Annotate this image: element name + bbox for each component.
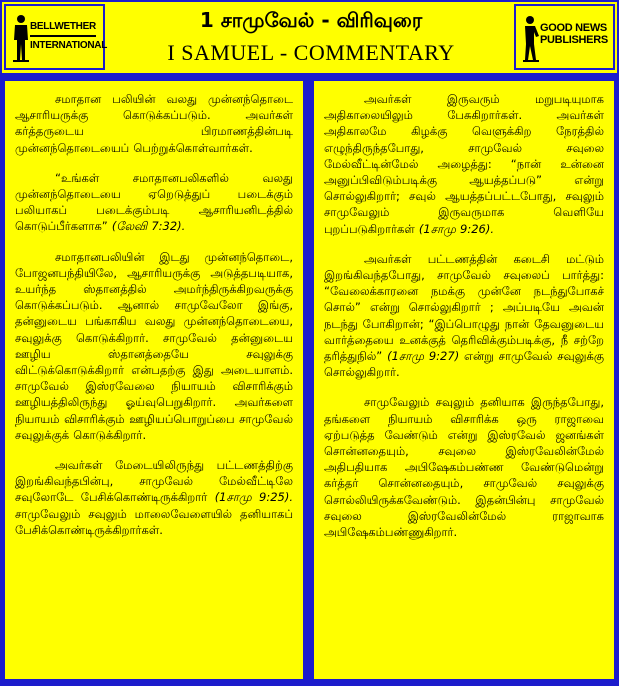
paragraph: சமாதானபலியின் இடது முன்னந்தொடை, போஜனபந்தியிலே, ஆசாரியருக்கு அடுத்தபடியாக, உயர்ந்த ஸ்தானத்தில் அமர்ந்திருக்கிறவருக்கு கொடுக்கப்படும். ஆனால் சாமுவேலோ இங்கு, தன்னுடைய பங்காகிய வலது முன்னந்தொடையை, சவுலுக்கு கொடுக்கிறார். சாமுவேல் தன்னுடைய ஊழிய ஸ்தானத்தையே சவுலுக்கு விட்டுக்கொடுக்கிறார் என்பதற்கு இது அடையாளம். சாமுவேல் இஸ்ரவேலை நியாயம் விசாரிக்கும் ஊழியத்திலிருந்து ஓய்வுபெறுகிறார். அவர்களை நியாயம் விசாரிக்கும் ஊழியப்பொறுப்பை சாமுவேல் சவுலுக்குக் கொடுக்கிறார். bbox=[15, 249, 293, 442]
paragraph: சாமுவேலும் சவுலும் தனியாக இருந்தபோது, தங்களை நியாயம் விசாரிக்க ஒரு ராஜாவை ஏற்படுத்த வேண்டும் என்று இஸ்ரவேல் ஜனங்கள் சொன்னதையும், சவுலை இஸ்ரவேலின்மேல் அதிபதியாக அபிஷேகம்பண்ண வேண்டுமென்று கர்த்தர் சொன்னதையும், சாமுவேல் சவுலுக்கு சொல்லியிருக்கவேண்டும். இதன்பின்பு சாமுவேல் சவுலை இஸ்ரவேலின்மேல் ராஜாவாக அபிஷேகம்பண்ணுகிறார். bbox=[324, 395, 604, 540]
logo-rule bbox=[30, 35, 96, 37]
scripture-reference: (1சாமு 9:26). bbox=[418, 221, 494, 236]
logo-line-1: BELLWETHER bbox=[30, 21, 96, 32]
scripture-reference: (1சாமு 9:25). bbox=[214, 490, 293, 505]
logo-line-2: PUBLISHERS bbox=[540, 34, 608, 46]
good-news-logo-text bbox=[540, 22, 614, 46]
left-column bbox=[2, 78, 306, 682]
page-header bbox=[2, 2, 617, 73]
paragraph: அவர்கள் இருவரும் மறுபடியுமாக அதிகாலையிலும் பேசுகிறார்கள். அவர்கள் அதிகாலமே கிழக்கு வெளுக்கிற நேரத்தில் எழுந்திருந்தபோது, சாமுவேல் சவுலை மேல்வீட்டின்மேல் அழைத்து: “நான் உன்னை அனுப்பிவிடும்படிக்கு ஆயத்தப்படு” என்று சொல்லுகிறார்; சவுல் ஆயத்தப்பட்டபோது, சவுலும் சாமுவேலும் இருவருமாக வெளியே புறப்படுகிறார்கள் (1சாமு 9:26). bbox=[324, 92, 604, 236]
paragraph: சமாதான பலியின் வலது முன்னந்தொடை ஆசாரியருக்கு கொடுக்கப்படும். அவர்கள் கர்த்தருடைய பிரமாணத்தின்படி முன்னந்தொடையைப் பெற்றுக்கொள்வார்கள். bbox=[15, 92, 293, 155]
logo-line-2: INTERNATIONAL bbox=[30, 40, 108, 51]
logo-line-1: GOOD NEWS bbox=[540, 22, 607, 34]
good-news-logo bbox=[514, 4, 615, 70]
right-column-text bbox=[324, 91, 604, 554]
bellwether-figure-icon bbox=[12, 14, 30, 62]
bellwether-logo bbox=[4, 4, 108, 70]
scripture-reference: (லேவி 7:32). bbox=[111, 219, 186, 234]
bellwether-logo-text bbox=[30, 20, 108, 52]
right-column bbox=[311, 78, 617, 682]
paragraph: அவர்கள் மேடையிலிருந்து பட்டணத்திற்கு இறங்கிவந்தபின்பு, சாமுவேல் மேல்வீட்டிலே சவுலோடே பேசிக்கொண்டிருக்கிறார் (1சாமு 9:25). சாமுவேலும் சவுலும் மாலைவேளையில் தனியாகப் பேசிக்கொண்டிருக்கிறார்கள். bbox=[15, 458, 293, 537]
left-column-text bbox=[15, 91, 293, 552]
page-title-english: I SAMUEL - COMMENTARY bbox=[167, 40, 455, 65]
scripture-reference: (1சாமு 9:27) bbox=[387, 349, 460, 364]
good-news-figure-icon bbox=[522, 14, 540, 62]
paragraph: “உங்கள் சமாதானபலிகளில் வலது முன்னந்தொடையை ஏறெடுத்துப் படைக்கும் பலியாகப் படைக்கும்படி ஆசாரியனிடத்தில் கொடுப்பீர்களாக” (லேவி 7:32). bbox=[15, 170, 293, 234]
paragraph: அவர்கள் பட்டணத்தின் கடைசி மட்டும் இறங்கிவந்தபோது, சாமுவேல் சவுலைப் பார்த்து: “வேலைக்காரனை நமக்கு முன்னே நடந்துபோகச் சொல்” என்று சொல்லுகிறார் ; அப்படியே அவன் நடந்து போகிறான்; “இப்பொழுது நான் தேவனுடைய வார்த்தையை உனக்குத் தெரிவிக்கும்படிக்கு, நீ சற்றே தரித்துநில்” (1சாமு 9:27) என்று சாமுவேல் சவுலுக்கு சொல்லுகிறார். bbox=[324, 251, 604, 380]
page-title-tamil: 1 சாமுவேல் - விரிவுரை bbox=[199, 8, 423, 32]
